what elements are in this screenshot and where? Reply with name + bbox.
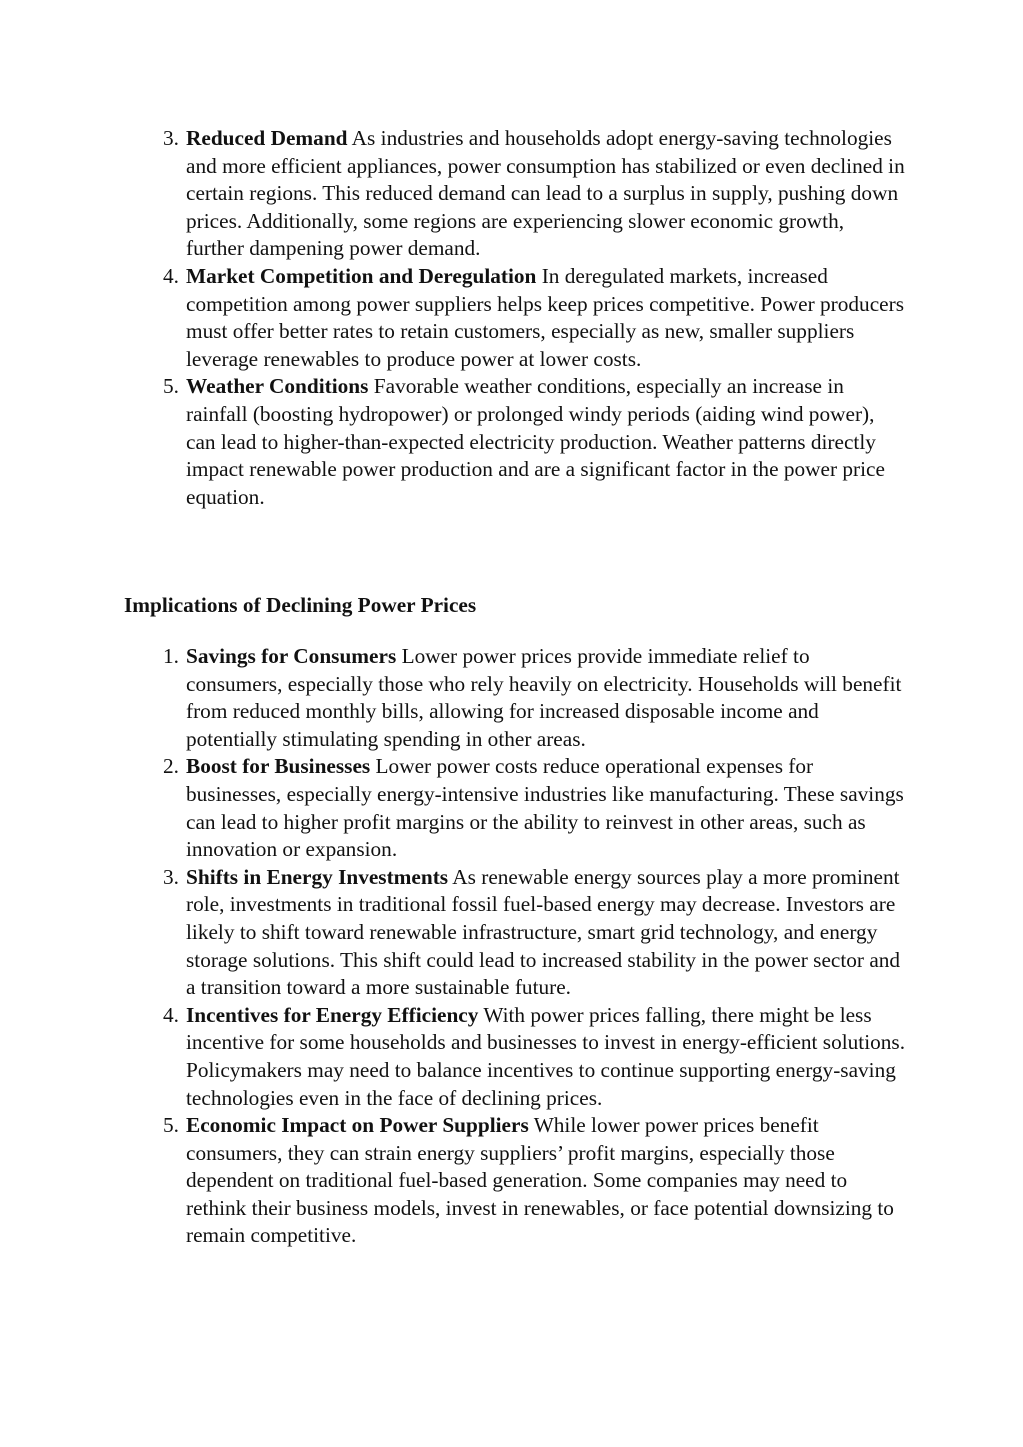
list-item — [163, 643, 906, 753]
list-item-number: 4. — [163, 263, 179, 288]
list-item-text: With power prices falling, there might be less incentive for some households and businesses to invest in energy-efficient solutions. Policymakers may need to balance incentives to continue supporting energy-saving technologies even in the face of declining prices. — [186, 1002, 906, 1110]
list-item-number: 4. — [163, 1002, 179, 1027]
list-item-text: In deregulated markets, increased competition among power suppliers helps keep prices competitive. Power producers must offer better rates to retain customers, especially as new, smaller suppliers leverage renewables to produce power at lower costs. — [186, 263, 904, 371]
list-item-number: 3. — [163, 864, 179, 889]
list-item — [163, 1112, 906, 1250]
list-item-term: Reduced Demand — [186, 126, 348, 150]
list-item — [163, 753, 906, 863]
list-item — [163, 1002, 906, 1112]
list-item-number: 3. — [163, 126, 179, 150]
list-item-term: Savings for Consumers — [186, 644, 397, 668]
list-item — [163, 125, 906, 263]
list-item-text: As industries and households adopt energy-saving technologies and more efficient appliances, power consumption has stabilized or even declined in certain regions. This reduced demand can lead to a surplus in supply, pushing down prices. Additionally, some regions are experiencing slower economic growth, further dampening power demand. — [186, 126, 905, 261]
list-item-term: Economic Impact on Power Suppliers — [186, 1113, 529, 1138]
list-item-number: 2. — [163, 754, 179, 779]
list-item-number: 1. — [163, 644, 179, 668]
list-item-term: Boost for Businesses — [186, 754, 371, 779]
list-item-number: 5. — [163, 374, 179, 399]
list-item-text: While lower power prices benefit consumers, they can strain energy suppliers’ profit margins, especially those dependent on traditional fuel-based generation. Some companies may need to rethink their business models, invest in renewables, or face potential downsizing to remain competitive. — [186, 1113, 894, 1248]
list-item-number: 5. — [163, 1113, 179, 1138]
list-item — [163, 373, 906, 511]
list-item-text: Lower power prices provide immediate relief to consumers, especially those who rely heavily on electricity. Households will benefit from reduced monthly bills, allowing for increased disposable income and potentially stimulating spending in other areas. — [186, 644, 902, 751]
section-heading: Implications of Declining Power Prices — [124, 593, 477, 617]
implications-list — [163, 643, 906, 1250]
list-item — [163, 864, 906, 1002]
list-item-term: Weather Conditions — [186, 374, 369, 399]
list-item — [163, 263, 906, 373]
list-item-text: Favorable weather conditions, especially an increase in rainfall (boosting hydropower) or prolonged windy periods (aiding wind power), can lead to higher-than-expected electricity production. Weather patterns directly impact renewable power production and are a significant factor in the power price equation. — [186, 374, 885, 509]
list-item-text: Lower power costs reduce operational expenses for businesses, especially energy-intensive industries like manufacturing. These savings can lead to higher profit margins or the ability to reinvest in other areas, such as innovation or expansion. — [186, 754, 904, 862]
list-item-term: Market Competition and Deregulation — [186, 263, 537, 288]
price-factors-list-continued — [163, 125, 906, 511]
list-item-term: Shifts in Energy Investments — [186, 864, 449, 889]
list-item-text: As renewable energy sources play a more prominent role, investments in traditional fossil fuel-based energy may decrease. Investors are likely to shift toward renewable infrastructure, smart grid technology, and energy storage solutions. This shift could lead to increased stability in the power sector and a transition toward a more sustainable future. — [186, 864, 901, 1000]
list-item-term: Incentives for Energy Efficiency — [186, 1002, 479, 1027]
